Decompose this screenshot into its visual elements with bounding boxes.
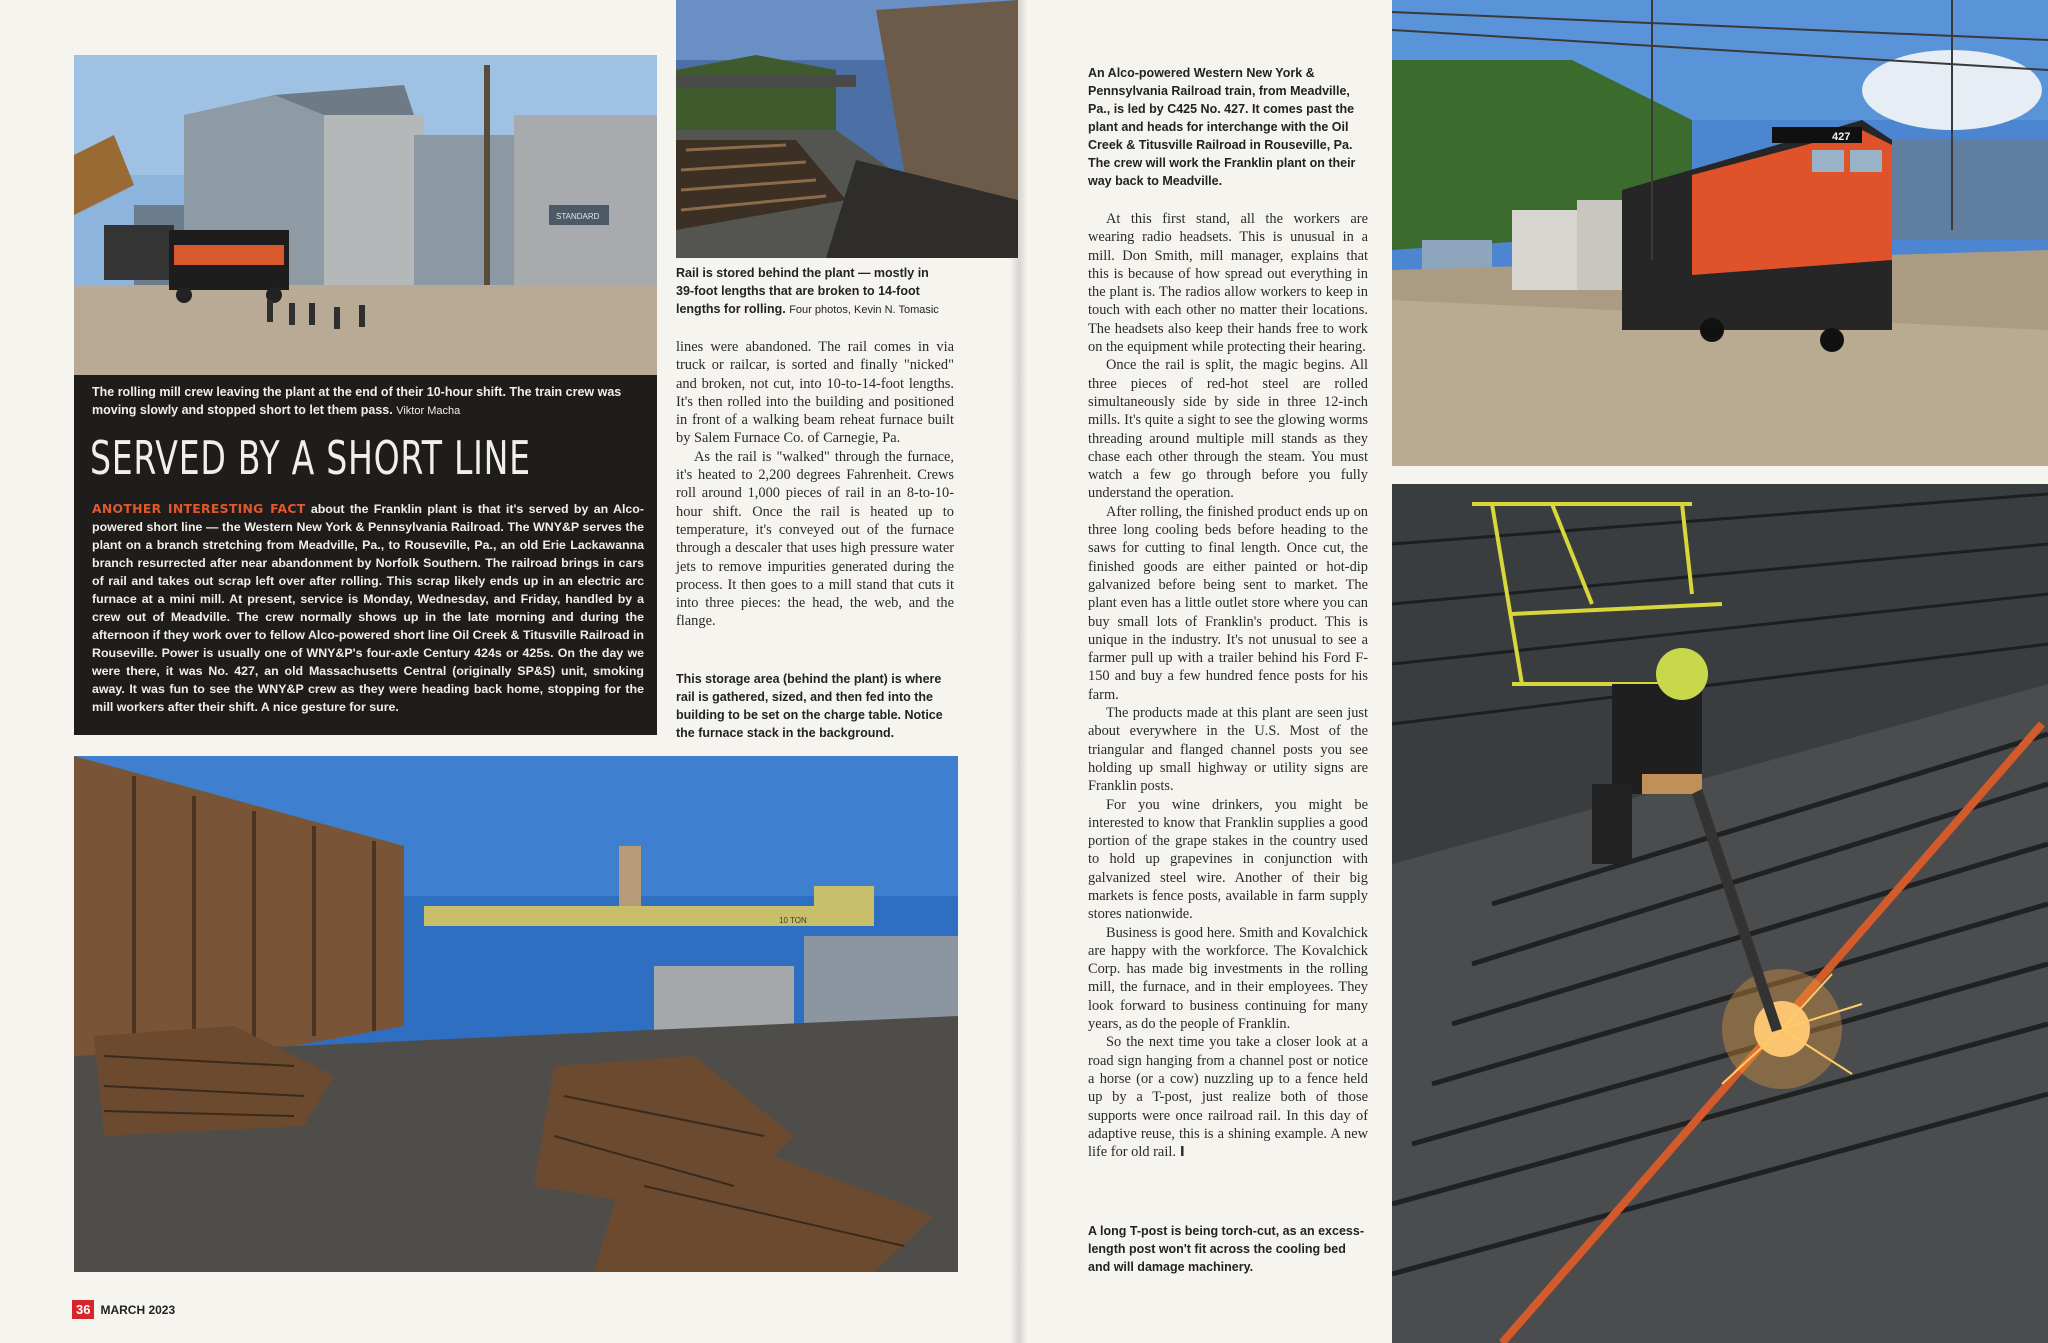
sidebar-panel bbox=[74, 375, 657, 735]
page-folio bbox=[72, 1300, 175, 1319]
yard-caption: This storage area (behind the plant) is where rail is gathered, sized, and then fed into the building to be set on the charge table. Notice the furnace stack in the background. bbox=[676, 672, 943, 740]
right-body-column bbox=[1088, 210, 1368, 1162]
sidebar-lead-in: ANOTHER INTERESTING FACT bbox=[92, 501, 306, 516]
closing-paragraph-text: So the next time you take a closer look at a road sign hanging from a channel post or notice a horse (or a cow) nuzzling up to a fence held up by a T-post, just realize both of those supports were once railroad rail. In this day of adaptive reuse, this is a shining example. A new life for old rail. bbox=[1088, 1034, 1368, 1161]
body-paragraph: After rolling, the finished product ends up on three long cooling beds before heading to the saws for cutting to final length. Once cut, the finished goods are either painted or hot-dip galvanized before being sent to market. The plant even has a little outlet store where you can buy small lots of Franklin's product. This is unique in the industry. It's not unusual to see a farmer pull up with a trailer behind his Ford F-150 and buy a few hundred fence posts for his farm. bbox=[1088, 503, 1368, 703]
left-body-column bbox=[676, 338, 954, 631]
page-number: 36 bbox=[72, 1300, 94, 1319]
sidebar-text: about the Franklin plant is that it's served by an Alco-powered short line — the Western New York & Pennsylvania Railroad. The WNY&P serves the plant on a branch stretching from Meadville, Pa., to Rouseville, Pa., an old Erie Lackawanna branch resurrected after near abandonment by Norfolk Southern. The railroad brings in cars of rail and takes out scrap left over after rolling. This scrap likely ends up in an electric arc furnace at a mini mill. At present, service is Monday, Wednesday, and Friday, handled by a crew out of Meadville. The crew normally shows up in the late morning and during the afternoon if they work over to fellow Alco-powered short line Oil Creek & Titusville Railroad in Rouseville. Power is usually one of WNY&P's four-axle Century 424s or 425s. On the day we were there, it was No. 427, an old Massachusetts Central (originally SP&S) unit, smoking away. It was fun to see the WNY&P crew as they were heading back home, stopping for the mill workers after their shift. A nice gesture for sure. bbox=[92, 502, 644, 714]
sidebar-body bbox=[92, 500, 644, 716]
crane-label: 10 TON bbox=[779, 916, 807, 925]
body-paragraph: lines were abandoned. The rail comes in via truck or railcar, is sorted and finally "nicked" and broken, not cut, into 10-to-14-foot lengths. It's then rolled into the building and positioned in front of a walking beam reheat furnace built by Salem Furnace Co. of Carnegie, Pa. bbox=[676, 339, 954, 447]
plant-sign-text: STANDARD bbox=[556, 212, 600, 221]
torch-caption: A long T-post is being torch-cut, as an excess-length post won't fit across the cooling bed and will damage machinery. bbox=[1088, 1224, 1364, 1274]
locomotive-photo bbox=[1392, 0, 2048, 466]
storage-caption-text: Rail is stored behind the plant — mostly in 39-foot lengths that are broken to 14-foot lengths for rolling. bbox=[676, 266, 929, 316]
loco-number-text: 427 bbox=[1832, 131, 1851, 143]
top-photo-credit: Viktor Macha bbox=[396, 405, 461, 417]
storage-caption bbox=[676, 264, 946, 319]
body-paragraph: For you wine drinkers, you might be interested to know that Franklin supplies a good portion of the grape stakes in the country used to hold up grapevines in conjunction with galvanized steel wire. Another of their big markets is fence posts, available in farm supply stores nationwide. bbox=[1088, 796, 1368, 923]
rail-yard-photo bbox=[74, 756, 958, 1272]
body-paragraph bbox=[1088, 1033, 1368, 1162]
mill-building-photo bbox=[74, 55, 657, 375]
end-mark-icon: I bbox=[1179, 1145, 1185, 1161]
top-photo-caption bbox=[92, 383, 642, 420]
photo-credit: Four photos, Kevin N. Tomasic bbox=[789, 304, 939, 316]
torch-cut-photo bbox=[1392, 484, 2048, 1343]
issue-date: MARCH 2023 bbox=[100, 1302, 176, 1317]
train-caption: An Alco-powered Western New York & Pennsylvania Railroad train, from Meadville, Pa., is led by C425 No. 427. It comes past the plant and heads for interchange with the Oil Creek & Titusville Railroad in Rouseville, Pa. The crew will work the Franklin plant on their way back to Meadville. bbox=[1088, 66, 1356, 188]
body-paragraph: Once the rail is split, the magic begins. All three pieces of red-hot steel are rolled simultaneously side by side in three 12-inch mills. It's quite a sight to see the glowing worms threading around multiple mill stands as they chase each other through the steam. You must watch a few go through before you fully understand the operation. bbox=[1088, 357, 1368, 502]
sidebar-headline: SERVED BY A SHORT LINE bbox=[90, 431, 531, 485]
top-photo-caption-text: The rolling mill crew leaving the plant at the end of their 10-hour shift. The train crew was moving slowly and stopped short to let them pass. bbox=[92, 385, 622, 417]
rail-storage-photo bbox=[676, 0, 1018, 258]
body-paragraph: Business is good here. Smith and Kovalchick are happy with the workforce. The Kovalchick Corp. has made big investments in the rolling mill, the furnace, and in their employees. They look forward to business continuing for many years, as do the people of Franklin. bbox=[1088, 924, 1368, 1033]
body-paragraph: The products made at this plant are seen just about everywhere in the U.S. Most of the triangular and flanged channel posts you see holding up small highway or utility signs are Franklin posts. bbox=[1088, 705, 1368, 795]
body-paragraph: As the rail is "walked" through the furnace, it's heated to 2,200 degrees Fahrenheit. Crews roll around 1,000 pieces of rail in an 8-to-10-hour shift. Once the rail is heated up to temperature, it's conveyed out of the furnace through a descaler that uses high pressure water jets to remove impurities generated during the process. It then goes to a mill stand that cuts it into three pieces: the head, the web, and the flange. bbox=[676, 448, 954, 630]
body-paragraph: At this first stand, all the workers are wearing radio headsets. This is unusual in a mill. Don Smith, mill manager, explains that this is because of how spread out everything in the plant is. The radios allow workers to keep in touch with each other no matter their locations. The headsets also keep their hands free to work on the equipment while protecting their hearing. bbox=[1088, 211, 1368, 356]
